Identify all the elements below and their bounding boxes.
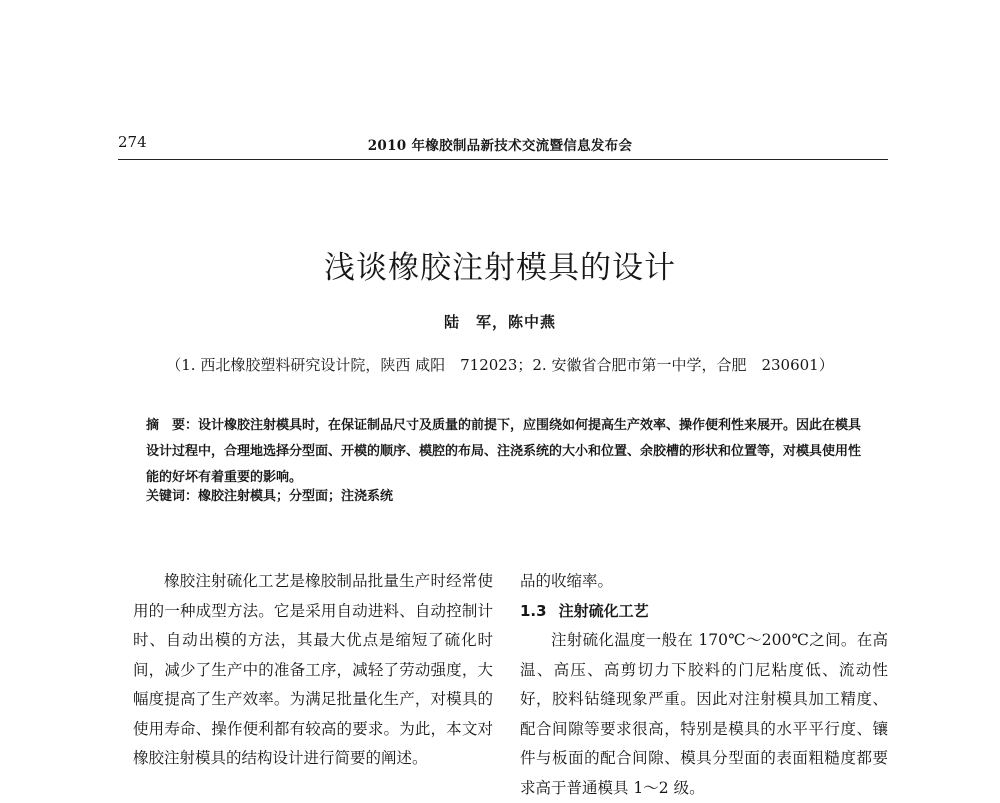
header-rule [118,159,888,160]
section-number: 1.3 [520,601,547,620]
body-left-column [133,567,493,774]
section-title: 注射硫化工艺 [558,601,649,620]
article-affiliation: （1. 西北橡胶塑料研究设计院，陕西 咸阳 712023；2. 安徽省合肥市第一中学，合肥 230601） [166,356,834,374]
section-heading [520,597,888,627]
intro-paragraph: 橡胶注射硫化工艺是橡胶制品批量生产时经常使用的一种成型方法。它是采用自动进料、自动控制计时、自动出模的方法，其最大优点是缩短了硫化时间，减少了生产中的准备工序，减轻了劳动强度，大幅度提高了生产效率。为满足批量化生产，对模具的使用寿命、操作便利都有较高的要求。为此，本文对橡胶注射模具的结构设计进行简要的阐述。 [133,572,493,767]
abstract-label: 摘 要： [146,418,199,433]
page-number: 274 [118,133,147,151]
keywords [146,485,393,504]
abstract [146,413,868,491]
keywords-label: 关键词： [146,489,199,504]
article-authors: 陆 军，陈中燕 [443,313,556,331]
section-paragraph: 注射硫化温度一般在 170℃～200℃之间。在高温、高压、高剪切力下胶料的门尼粘度低、流动性好，胶料钻缝现象严重。因此对注射模具加工精度、配合间隙等要求很高，特别是模具的水平平行度、镶件与板面的配合间隙、模具分型面的表面粗糙度都要求高于普通模具 1～2 级。 [520,631,888,797]
running-header-title: 2010 年橡胶制品新技术交流暨信息发布会 [367,138,633,154]
abstract-text: 设计橡胶注射模具时，在保证制品尺寸及质量的前提下，应围绕如何提高生产效率、操作便利性来展开。因此在模具设计过程中，合理地选择分型面、开模的顺序、模腔的布局、注浇系统的大小和位置、余胶槽的形状和位置等，对模具使用性能的好坏有着重要的影响。 [146,418,862,485]
body-right-column [520,567,888,803]
article-title: 浅谈橡胶注射模具的设计 [324,250,676,286]
keywords-text: 橡胶注射模具；分型面；注浇系统 [198,489,394,504]
continued-text: 品的收缩率。 [520,572,614,590]
